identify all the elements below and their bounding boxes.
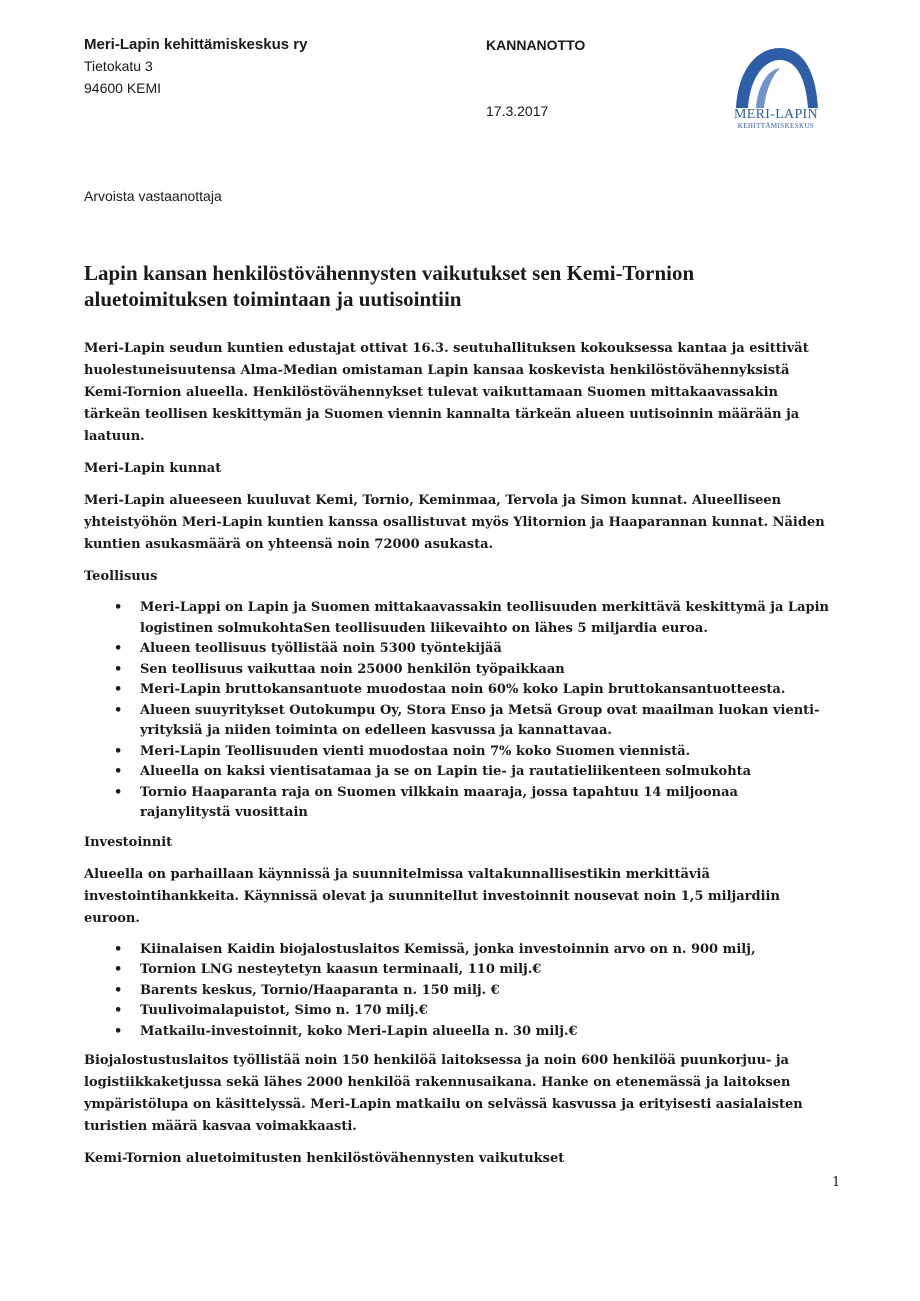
logo-name-text: MERI-LAPIN [734,107,818,122]
bullet-icon: • [114,702,123,718]
section-heading-investoinnit: Investoinnit [84,834,173,850]
section-heading-vaikutukset: Kemi-Tornion aluetoimitusten henkilöstövähennysten vaikutukset [84,1151,565,1166]
section-heading-kunnat: Meri-Lapin kunnat [84,461,222,476]
bullet-icon: • [114,1023,123,1039]
bullet-icon: • [114,784,123,800]
document-title: Lapin kansan henkilöstövähennysten vaikutukset sen Kemi-Tornion aluetoimituksen toimintaan ja uutisointiin [84,261,695,311]
investoinnit-list [84,940,829,1043]
list-item: • Meri-Lappi on Lapin ja Suomen mittakaavassakin teollisuuden merkittävä keskittymä ja Lapin logistinen solmukohtaSen teollisuuden liikevaihto on lähes 5 miljardia euroa. [114,600,829,636]
list-item: • Kiinalaisen Kaidin biojalostuslaitos Kemissä, jonka investoinnin arvo on n. 900 milj, [84,940,829,961]
document-type: KANNANOTTO [486,37,586,53]
document-date: 17.3.2017 [486,103,549,119]
salutation: Arvoista vastaanottaja [84,188,222,204]
list-item: • Sen teollisuus vaikuttaa noin 25000 henkilön työpaikkaan [84,660,829,681]
bullet-icon: • [114,661,123,677]
kunnat-paragraph: Meri-Lapin alueeseen kuuluvat Kemi, Tornio, Keminmaa, Tervola ja Simon kunnat. Alueelliseen yhteistyöhön Meri-Lapin kuntien kanssa osallistuvat myös Ylitornion ja Haaparannan kunnat. Näiden kuntien asukasmäärä on yhteensä noin 72000 asukasta. [84,493,825,552]
document-body [84,338,829,1180]
bullet-icon: • [114,962,123,977]
bullet-icon: • [114,1003,123,1018]
bullet-icon: • [114,600,123,615]
list-item: • Tornion LNG nesteytetyn kaasun terminaali, 110 milj.€ [84,960,829,981]
organization-street: Tietokatu 3 [84,58,153,74]
bullet-icon: • [114,641,123,656]
investoinnit-after-paragraph: Biojalostustuslaitos työllistää noin 150 henkilöä laitoksessa ja noin 600 henkilöä puunkorjuu- ja logistiikkaketjussa sekä lähes 2000 henkilöä rakennusaikana. Hanke on etenemässä ja laitoksen ympäristölupa on käsittelyssä. Meri-Lapin matkailu on selvässä kasvussa ja erityisesti aasialaisten turistien määrä kasvaa voimakkaasti. [84,1053,803,1134]
list-item: • Alueen suuyritykset Outokumpu Oy, Stora Enso ja Metsä Group ovat maailman luokan vienti-yrityksiä ja niiden toiminta on edelleen kasvussa ja kannattavaa. [114,702,820,738]
teollisuus-list [84,598,829,824]
page-number: 1 [832,1175,841,1190]
bullet-icon: • [114,743,123,759]
list-item: • Alueella on kaksi vientisatamaa ja se on Lapin tie- ja rautatieliikenteen solmukohta [84,762,829,783]
list-item: • Barents keskus, Tornio/Haaparanta n. 150 milj. € [84,981,829,1002]
bullet-icon: • [114,764,123,779]
meri-lapin-logo [728,44,824,134]
section-heading-teollisuus: Teollisuus [84,569,158,584]
organization-city: 94600 KEMI [84,80,162,96]
list-item: • Tornio Haaparanta raja on Suomen vilkkain maaraja, jossa tapahtuu 14 miljoonaa rajanylitystä vuosittain [114,784,738,820]
logo-subtitle-text: KEHITTÄMISKESKUS [737,122,815,130]
list-item: • Alueen teollisuus työllistää noin 5300 työntekijää [84,639,829,660]
bullet-icon: • [114,982,123,998]
list-item: • Meri-Lapin Teollisuuden vienti muodostaa noin 7% koko Suomen viennistä. [84,742,829,763]
list-item: • Tuulivoimalapuistot, Simo n. 170 milj.€ [84,1001,829,1022]
list-item: • Meri-Lapin bruttokansantuote muodostaa noin 60% koko Lapin bruttokansantuotteesta. [84,680,829,701]
bullet-icon: • [114,941,123,957]
organization-name: Meri-Lapin kehittämiskeskus ry [84,36,308,53]
intro-paragraph: Meri-Lapin seudun kuntien edustajat ottivat 16.3. seutuhallituksen kokouksessa kantaa ja esittivät huolestuneisuutensa Alma-Median omistaman Lapin kansaa koskevista henkilöstövähennyksistä Kemi-Tornion alueella. Henkilöstövähennykset tulevat vaikuttamaan Suomen mittakaavassakin tärkeän teollisen keskittymän ja Suomen viennin kannalta tärkeän alueen uutisoinnin määrään ja laatuun. [84,341,809,444]
list-item: • Matkailu-investoinnit, koko Meri-Lapin alueella n. 30 milj.€ [84,1022,829,1043]
arch-logo-icon [728,44,824,110]
bullet-icon: • [114,682,123,697]
investoinnit-paragraph: Alueella on parhaillaan käynnissä ja suunnitelmissa valtakunnallisestikin merkittäviä investointihankkeita. Käynnissä olevat ja suunnitellut investoinnit nousevat noin 1,5 miljardiin euroon. [84,866,780,926]
